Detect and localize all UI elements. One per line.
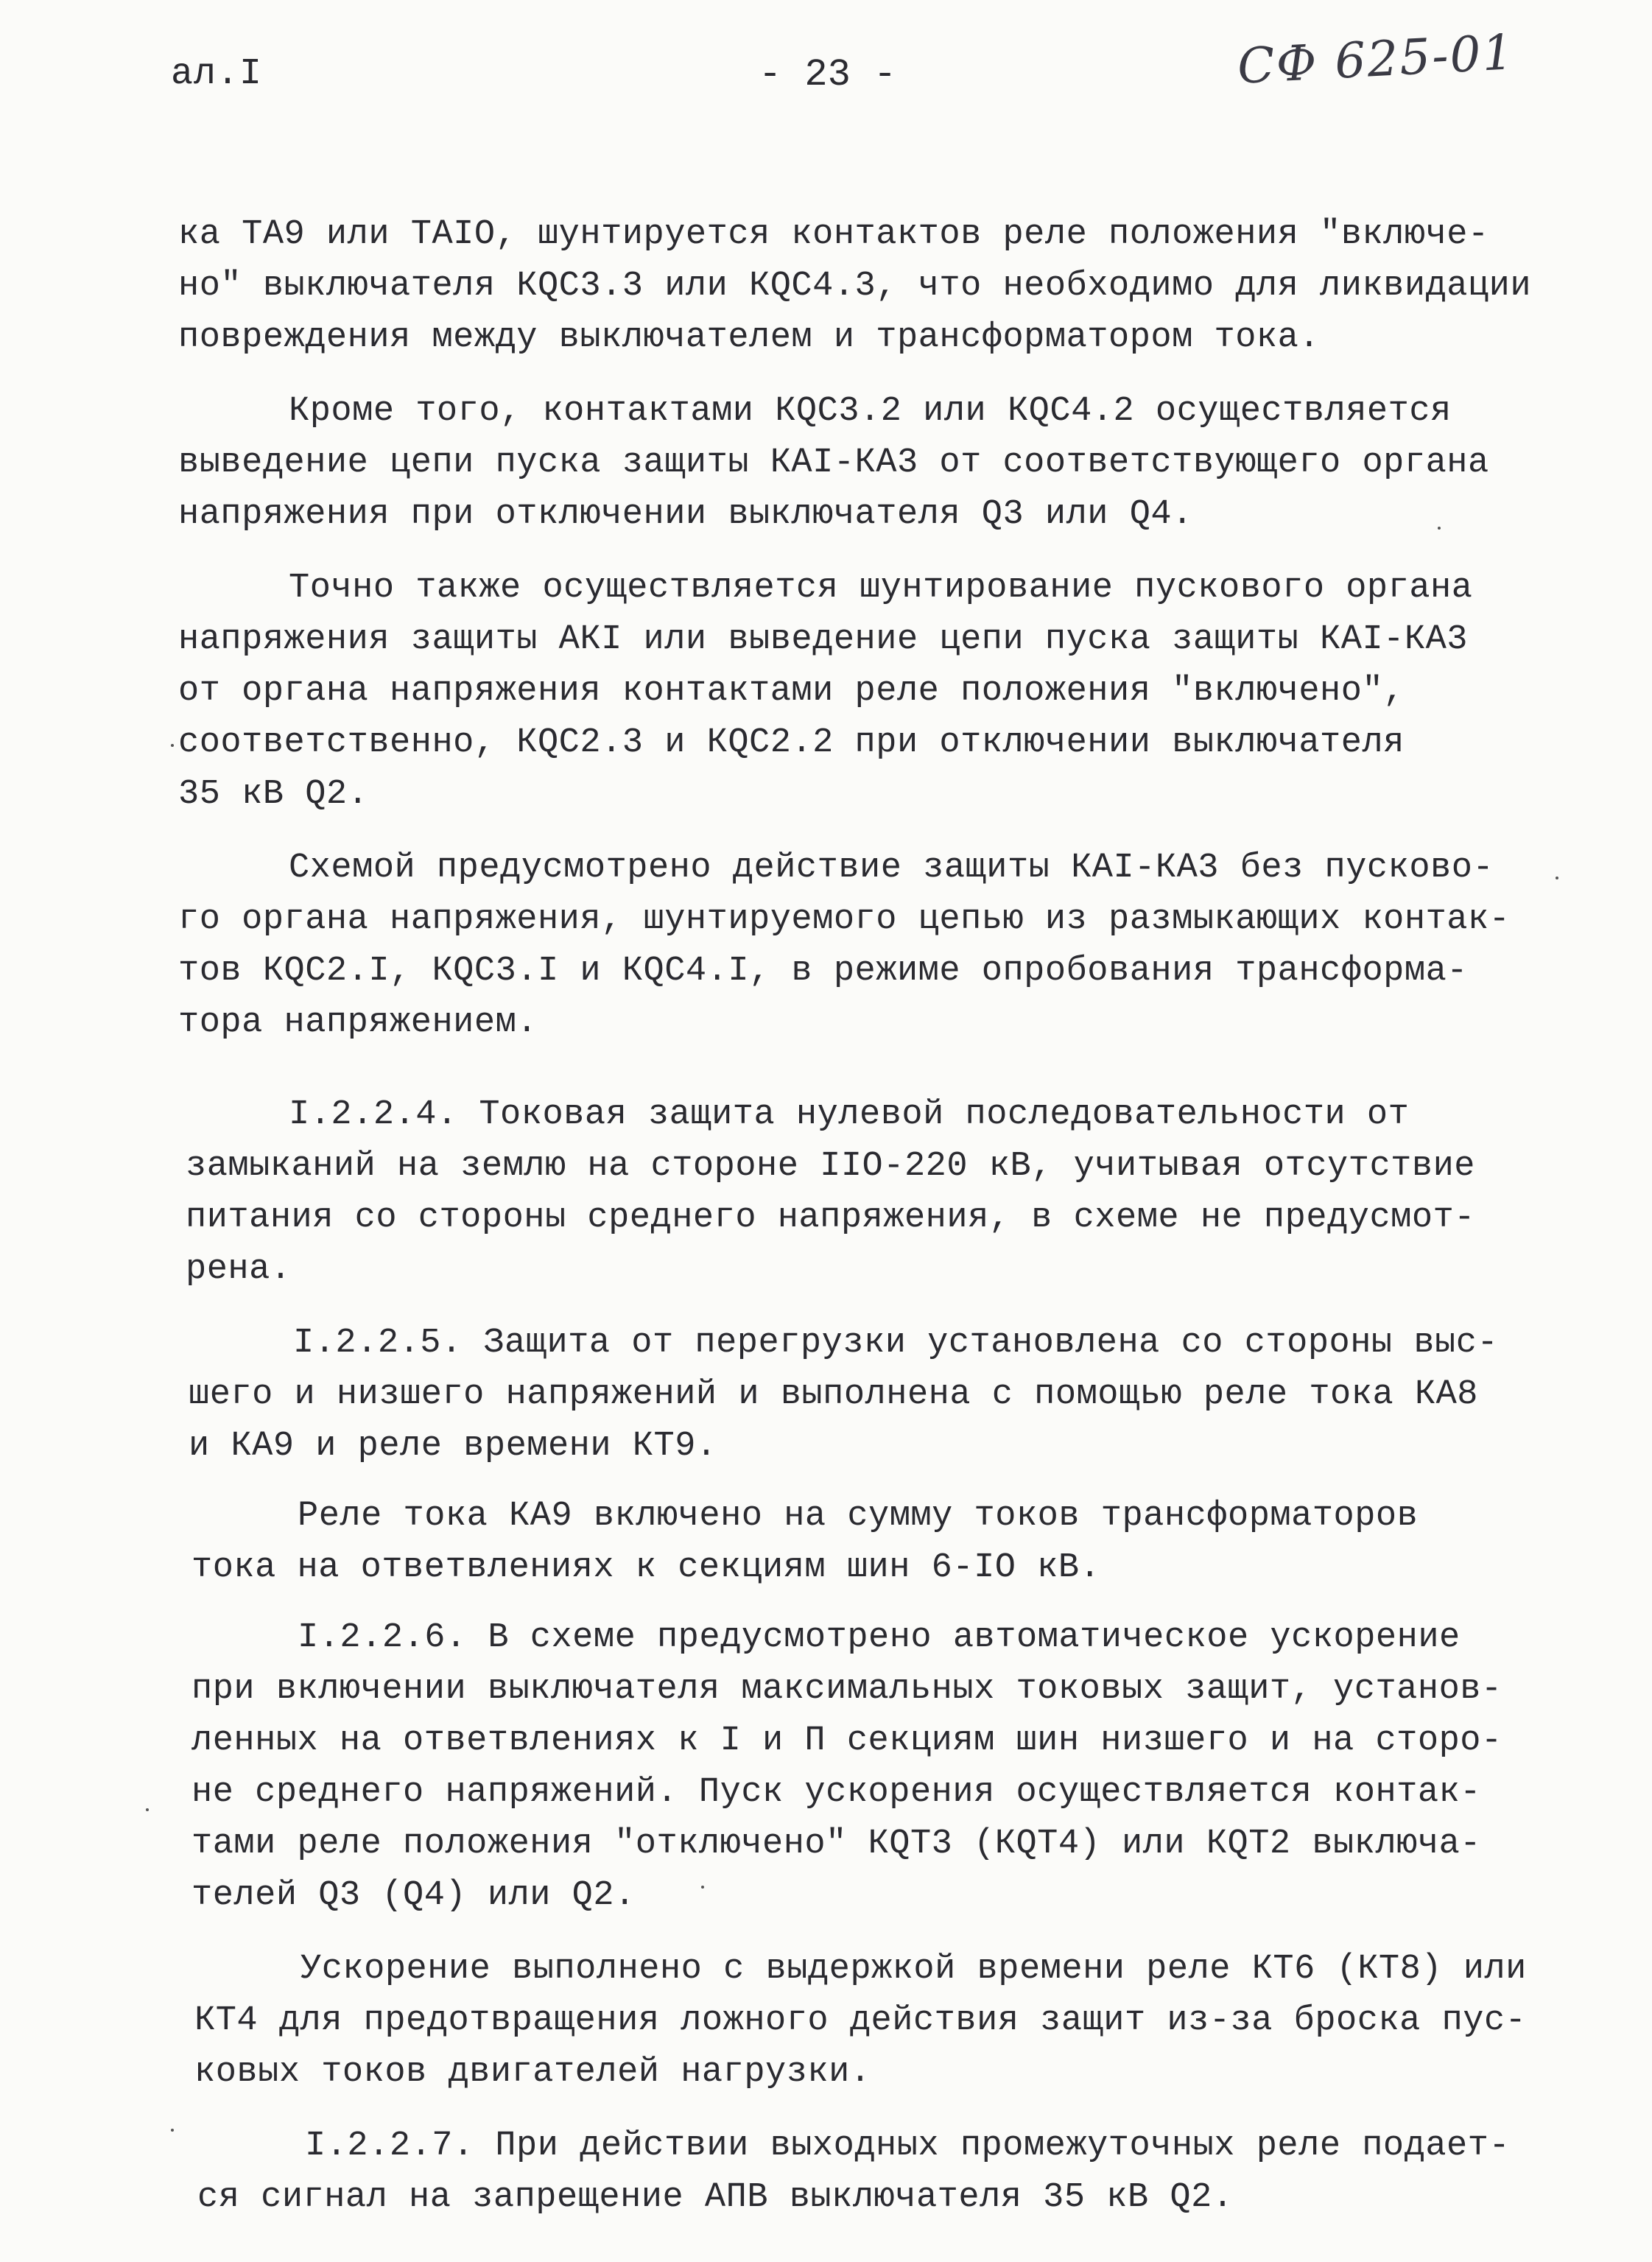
text-line: рена. [186, 1250, 292, 1289]
text-line: напряжения при отключении выключателя Q3 или Q4. [178, 495, 1193, 534]
text-line: замыканий на землю на стороне IIО-220 кВ, учитывая отсутствие [186, 1147, 1475, 1186]
text-line: Ускорение выполнено с выдержкой времени реле КТ6 (КТ8) или [300, 1950, 1527, 1989]
scan-speck [1556, 877, 1558, 879]
text-line: соответственно, КQС2.3 и КQС2.2 при отключении выключателя [178, 723, 1405, 762]
text-line: повреждения между выключателем и трансформатором тока. [178, 318, 1321, 357]
text-line: го органа напряжения, шунтируемого цепью из размыкающих контак- [178, 900, 1511, 939]
text-line: ка ТА9 или ТАIО, шунтируется контактов реле положения "включе- [178, 215, 1489, 254]
text-line: тора напряжением. [178, 1003, 538, 1042]
text-line: тока на ответвлениях к секциям шин 6-IО кВ. [191, 1548, 1101, 1587]
text-line: ковых токов двигателей нагрузки. [194, 2053, 871, 2092]
text-line: от органа напряжения контактами реле положения "включено", [178, 672, 1405, 711]
text-line: 35 кВ Q2. [178, 775, 369, 814]
text-line: Реле тока КА9 включено на сумму токов трансформаторов [298, 1497, 1419, 1536]
handwritten-document-code: СФ 625-01 [1236, 24, 1516, 95]
text-line: Точно также осуществляется шунтирование пускового органа [289, 569, 1473, 608]
text-line: ся сигнал на запрещение АПВ выключателя 35 кВ Q2. [197, 2178, 1234, 2217]
scan-speck [1438, 527, 1441, 530]
text-line: телей Q3 (Q4) или Q2. [191, 1876, 636, 1915]
text-line: Схемой предусмотрено действие защиты КАI-КА3 без пусково- [289, 849, 1494, 888]
text-line: и КА9 и реле времени КТ9. [189, 1427, 717, 1466]
text-line: напряжения защиты АКI или выведение цепи пуска защиты КАI-КА3 [178, 620, 1468, 659]
text-line: I.2.2.5. Защита от перегрузки установлена со стороны выс- [293, 1324, 1499, 1363]
text-line: ленных на ответвлениях к I и П секциям шин низшего и на сторо- [191, 1721, 1502, 1760]
scan-speck [146, 1808, 149, 1811]
text-line: тами реле положения "отключено" КQТ3 (КQТ4) или КQТ2 выключа- [191, 1824, 1481, 1864]
text-line: питания со стороны среднего напряжения, в схеме не предусмот- [186, 1198, 1475, 1237]
text-line: выведение цепи пуска защиты КАI-КА3 от соответствующего органа [178, 443, 1489, 482]
text-line: тов КQС2.I, КQС3.I и КQС4.I, в режиме опробования трансформа- [178, 952, 1468, 991]
text-line: I.2.2.7. При действии выходных промежуточных реле подает- [305, 2126, 1511, 2166]
scan-speck [171, 744, 174, 747]
text-line: КТ4 для предотвращения ложного действия защит из-за броска пус- [194, 2001, 1527, 2040]
text-line: шего и низшего напряжений и выполнена с помощью реле тока КА8 [189, 1375, 1478, 1414]
scan-speck [171, 2129, 174, 2132]
text-line: при включении выключателя максимальных токовых защит, установ- [191, 1670, 1502, 1709]
text-line: но" выключателя КQС3.3 или КQС4.3, что необходимо для ликвидации [178, 267, 1532, 306]
text-line: I.2.2.6. В схеме предусмотрено автоматическое ускорение [298, 1618, 1461, 1657]
text-line: Кроме того, контактами КQС3.2 или КQС4.2 осуществляется [289, 392, 1452, 431]
text-line: I.2.2.4. Токовая защита нулевой последовательности от [289, 1095, 1410, 1134]
sheet-label: ал.I [171, 53, 263, 95]
page-number: - 23 - [759, 53, 897, 96]
scan-speck [701, 1886, 704, 1889]
text-line: не среднего напряжений. Пуск ускорения осуществляется контак- [191, 1773, 1481, 1812]
